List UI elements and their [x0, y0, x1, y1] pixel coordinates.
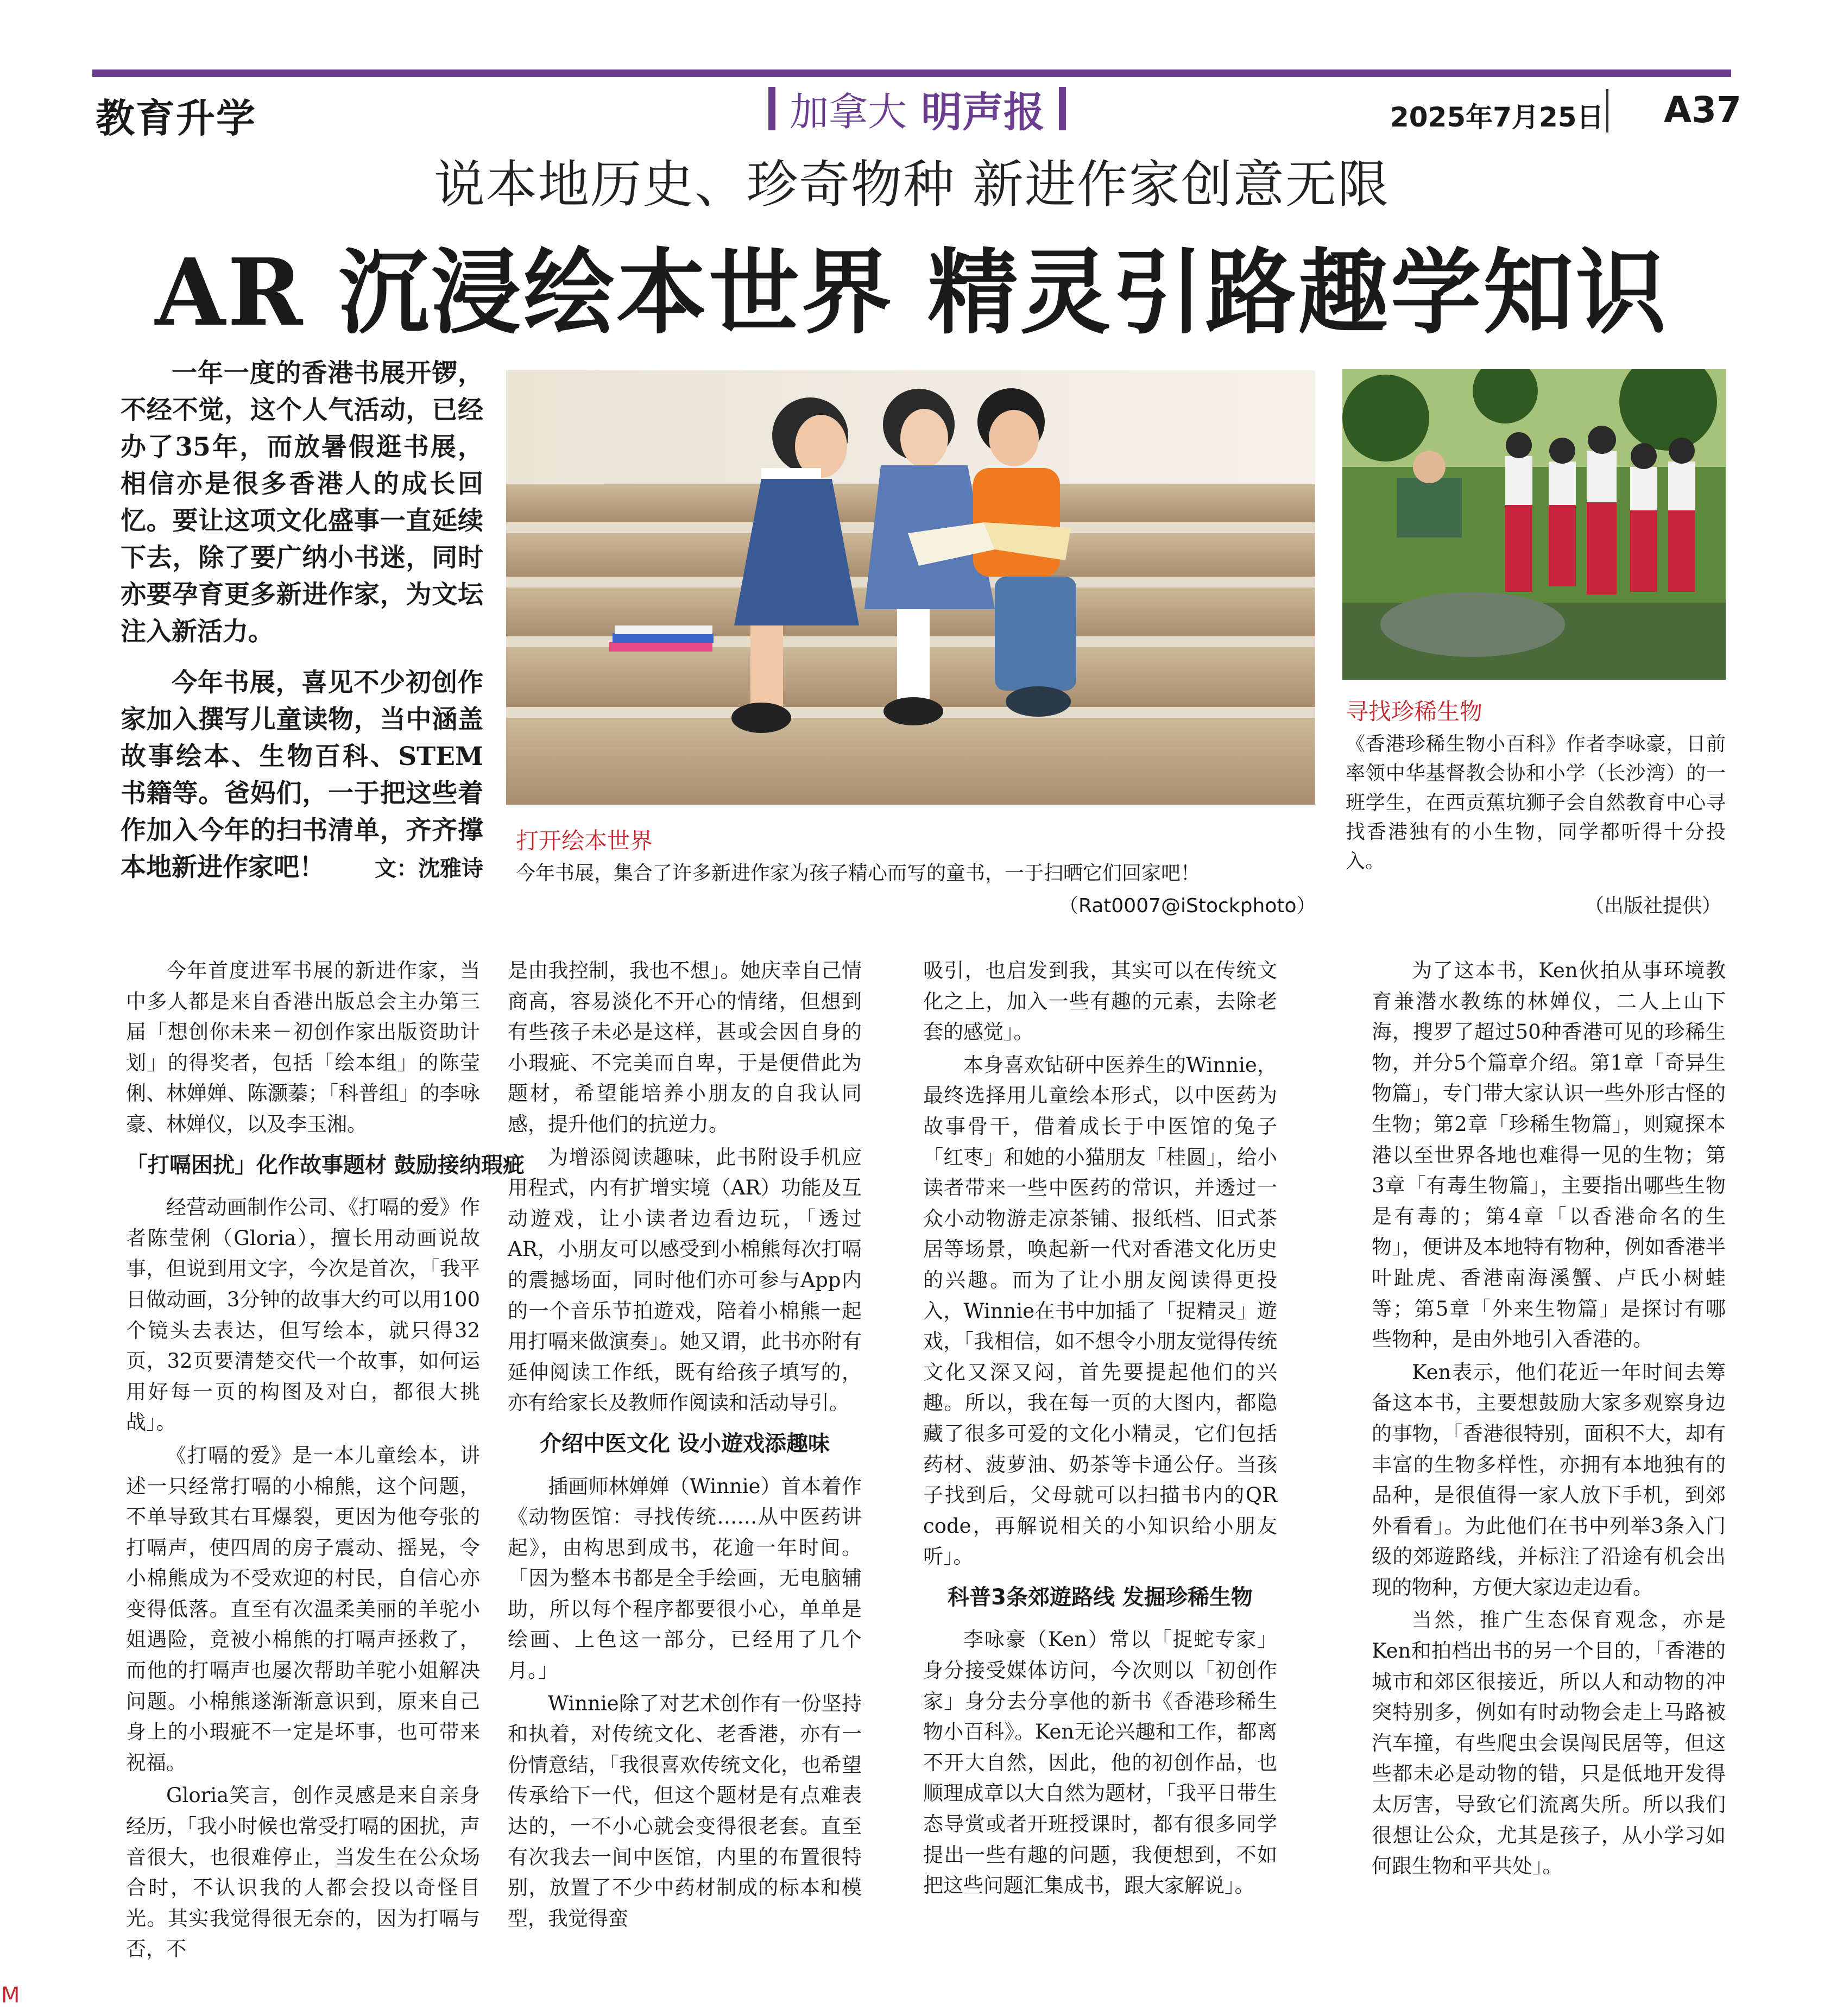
byline: 文：沈雅诗 [375, 856, 483, 881]
body-paragraph: 插画师林婵婵（Winnie）首本着作《动物医馆：寻找传统……从中医药讲起》，由构思到成书，花逾一年时间。「因为整本书都是全手绘画，无电脑辅助，所以每个程序都要很小心，单单是绘画、上色这一部分，已经用了几个月。」 [508, 1474, 862, 1683]
body-column-3 [923, 956, 1277, 1904]
masthead-paper-name: 明声报 [921, 87, 1045, 136]
issue-date: 2025年7月25日 [1390, 102, 1604, 133]
children-reading-photo [506, 370, 1315, 805]
masthead-bar-right [1059, 87, 1066, 130]
book-stack [609, 625, 714, 652]
subheadline: 说本地历史、珍奇物种 新进作家创意无限 [434, 155, 1390, 214]
masthead-bar-left [768, 87, 775, 130]
body-paragraph: 李咏豪（Ken）常以「捉蛇专家」身分接受媒体访问，今次则以「初创作家」身分去分享他的新书《香港珍稀生物小百科》。Ken无论兴趣和工作，都离不开大自然，因此，他的初创作品，也顺理成章以大自然为题材，「我平日带生态导赏或者开班授课时，都有很多同学提出一些有趣的问题，我便想到，不如把这些问题汇集成书，跟大家解说」。 [923, 1628, 1277, 1898]
body-column-4 [1372, 956, 1726, 1884]
body-paragraph: 为了这本书，Ken伙拍从事环境教育兼潜水教练的林婵仪，二人上山下海，搜罗了超过50种香港可见的珍稀生物，并分5个篇章介绍。第1章「奇异生物篇」，专门带大家认识一些外形古怪的生物；第2章「珍稀生物篇」，则窥探本港以至世界各地也难得一见的生物；第3章「有毒生物篇」，主要指出哪些生物是有毒的；第4章「以香港命名的生物」，便讲及本地特有物种，例如香港半叶趾虎、香港南海溪蟹、卢氏小树蛙等；第5章「外来生物篇」是探讨有哪些物种，是由外地引入香港的。 [1372, 959, 1726, 1351]
lead-paragraphs [121, 355, 483, 887]
header-divider [1606, 89, 1608, 132]
body-paragraph: 经营动画制作公司、《打嗝的爱》作者陈莹俐（Gloria），擅长用动画说故事，但说到用文字，今次是首次，「我平日做动画，3分钟的故事大约可以用100个镜头去表达，但写绘本，就只得32页，32页要清楚交代一个故事，如何运用好每一页的构图及对白，都很大挑战」。 [126, 1196, 480, 1434]
body-paragraph: Gloria笑言，创作灵感是来自亲身经历，「我小时候也常受打嗝的困扰，声音很大，也很难停止，当发生在公众场合时，不认识我的人都会投以奇怪目光。其实我觉得很无奈的，因为打嗝与否，不 [126, 1784, 480, 1961]
body-column-1 [126, 956, 525, 1967]
page-number: A37 [1664, 89, 1741, 131]
section-heading-hiccup: 「打嗝困扰」化作故事题材 鼓励接纳瑕疵 [126, 1152, 525, 1178]
main-photo-caption: 今年书展，集合了许多新进作家为孩子精心而写的童书，一于扫晒它们回家吧！ [516, 862, 1201, 884]
nature-field-trip-photo [1342, 369, 1726, 680]
lead-paragraph-1: 一年一度的香港书展开锣，不经不觉，这个人气活动，已经办了35年，而放暑假逛书展，相信亦是很多香港人的成长回忆。要让这项文化盛事一直延续下去，除了要广纳小书迷，同时亦要孕育更多新进作家，为文坛注入新活力。 [121, 358, 483, 647]
side-photo-caption-title: 寻找珍稀生物 [1346, 698, 1483, 725]
children-reading-illustration [506, 370, 1315, 805]
side-photo-credit: （出版社提供） [1585, 895, 1722, 917]
side-photo-caption: 《香港珍稀生物小百科》作者李咏豪，日前率领中华基督教会协和小学（长沙湾）的一班学生，在西贡蕉坑狮子会自然教育中心寻找香港独有的小生物，同学都听得十分投入。 [1346, 733, 1726, 873]
page-corner-marker: M [1, 1983, 20, 2008]
section-heading-hiking-routes: 科普3条郊遊路线 发掘珍稀生物 [948, 1584, 1253, 1610]
body-paragraph: 今年首度进军书展的新进作家，当中多人都是来自香港出版总会主办第三届「想创你未来－初创作家出版资助计划」的得奖者，包括「绘本组」的陈莹俐、林婵婵、陈灏蓁；「科普组」的李咏豪、林婵仪，以及李玉湘。 [126, 959, 480, 1136]
masthead-location: 加拿大 [789, 89, 907, 135]
section-heading-chinese-medicine: 介绍中医文化 设小遊戏添趣味 [540, 1431, 830, 1456]
body-paragraph: 是由我控制，我也不想」。她庆幸自己情商高，容易淡化不开心的情绪，但想到有些孩子未必是这样，甚或会因自身的小瑕疵、不完美而自卑，于是便借此为题材，希望能培养小朋友的自我认同感，提升他们的抗逆力。 [508, 959, 862, 1136]
masthead [748, 81, 1086, 136]
body-paragraph: Ken表示，他们花近一年时间去筹备这本书，主要想鼓励大家多观察身边的事物，「香港很特别，面积不大，却有丰富的生物多样性，亦拥有本地独有的品种，是很值得一家人放下手机，到郊外看看」。为此他们在书中列举3条入门级的郊遊路线，并标注了沿途有机会出现的物种，方便大家边走边看。 [1372, 1360, 1726, 1599]
headline: AR 沉浸绘本世界 精灵引路趣学知识 [155, 238, 1669, 347]
body-paragraph: 为增添阅读趣味，此书附设手机应用程式，内有扩增实境（AR）功能及互动遊戏，让小读者边看边玩，「透过AR，小朋友可以感受到小棉熊每次打嗝的震撼场面，同时他们亦可参与App内的一个音乐节拍遊戏，陪着小棉熊一起用打嗝来做演奏」。她又谓，此书亦附有延伸阅读工作纸，既有给孩子填写的，亦有给家长及教师作阅读和活动导引。 [508, 1145, 862, 1415]
body-paragraph: 本身喜欢钻研中医养生的Winnie，最终选择用儿童绘本形式，以中医药为故事骨干，借着成长于中医馆的兔子「红枣」和她的小猫朋友「桂圆」，给小读者带来一些中医药的常识，并透过一众小动物游走凉茶铺、报纸档、旧式茶居等场景，唤起新一代对香港文化历史的兴趣。而为了让小朋友阅读得更投入，Winnie在书中加插了「捉精灵」遊戏，「我相信，如不想令小朋友觉得传统文化又深又闷，首先要提起他们的兴趣。所以，我在每一页的大图内，都隐藏了很多可爱的文化小精灵，它们包括药材、菠萝油、奶茶等卡通公仔。当孩子找到后，父母就可以扫描书内的QR code，再解说相关的小知识给小朋友听」。 [923, 1053, 1277, 1569]
body-paragraph: 当然，推广生态保育观念，亦是Ken和拍档出书的另一个目的，「香港的城市和郊区很接近，所以人和动物的冲突特别多，例如有时动物会走上马路被汽车撞，有些爬虫会误闯民居等，但这些都未必是动物的错，只是低地开发得太厉害，导致它们流离失所。所以我们很想让公众，尤其是孩子，从小学习如何跟生物和平共处」。 [1372, 1608, 1726, 1878]
section-label: 教育升学 [96, 96, 257, 141]
body-column-2 [508, 956, 862, 1936]
main-photo-caption-title: 打开绘本世界 [516, 827, 653, 854]
main-photo-credit: （Rat0007@iStockphoto） [1059, 895, 1316, 917]
field-trip-illustration [1342, 369, 1726, 680]
body-paragraph: Winnie除了对艺术创作有一份坚持和执着，对传统文化、老香港，亦有一份情意结，「我很喜欢传统文化，也希望传承给下一代，但这个题材是有点难表达的，一不小心就会变得很老套。直至有次我去一间中医馆，内里的布置很特别，放置了不少中药材制成的标本和模型，我觉得蛮 [508, 1691, 862, 1930]
body-paragraph: 吸引，也启发到我，其实可以在传统文化之上，加入一些有趣的元素，去除老套的感觉」。 [923, 959, 1277, 1044]
lead-paragraph-2: 今年书展，喜见不少初创作家加入撰写儿童读物，当中涵盖故事绘本、生物百科、STEM书籍等。爸妈们，一于把这些着作加入今年的扫书清单，齐齐撑本地新进作家吧！ [121, 668, 483, 882]
masthead-rule [92, 69, 1731, 77]
body-paragraph: 《打嗝的爱》是一本儿童绘本，讲述一只经常打嗝的小棉熊，这个问题，不单导致其右耳爆裂，更因为他夸张的打嗝声，使四周的房子震动、摇晃，令小棉熊成为不受欢迎的村民，自信心亦变得低落。直至有次温柔美丽的羊驼小姐遇险，竟被小棉熊的打嗝声拯救了，而他的打嗝声也屡次帮助羊驼小姐解决问题。小棉熊遂渐渐意识到，原来自己身上的小瑕疵不一定是坏事，也可带来祝福。 [126, 1443, 480, 1774]
